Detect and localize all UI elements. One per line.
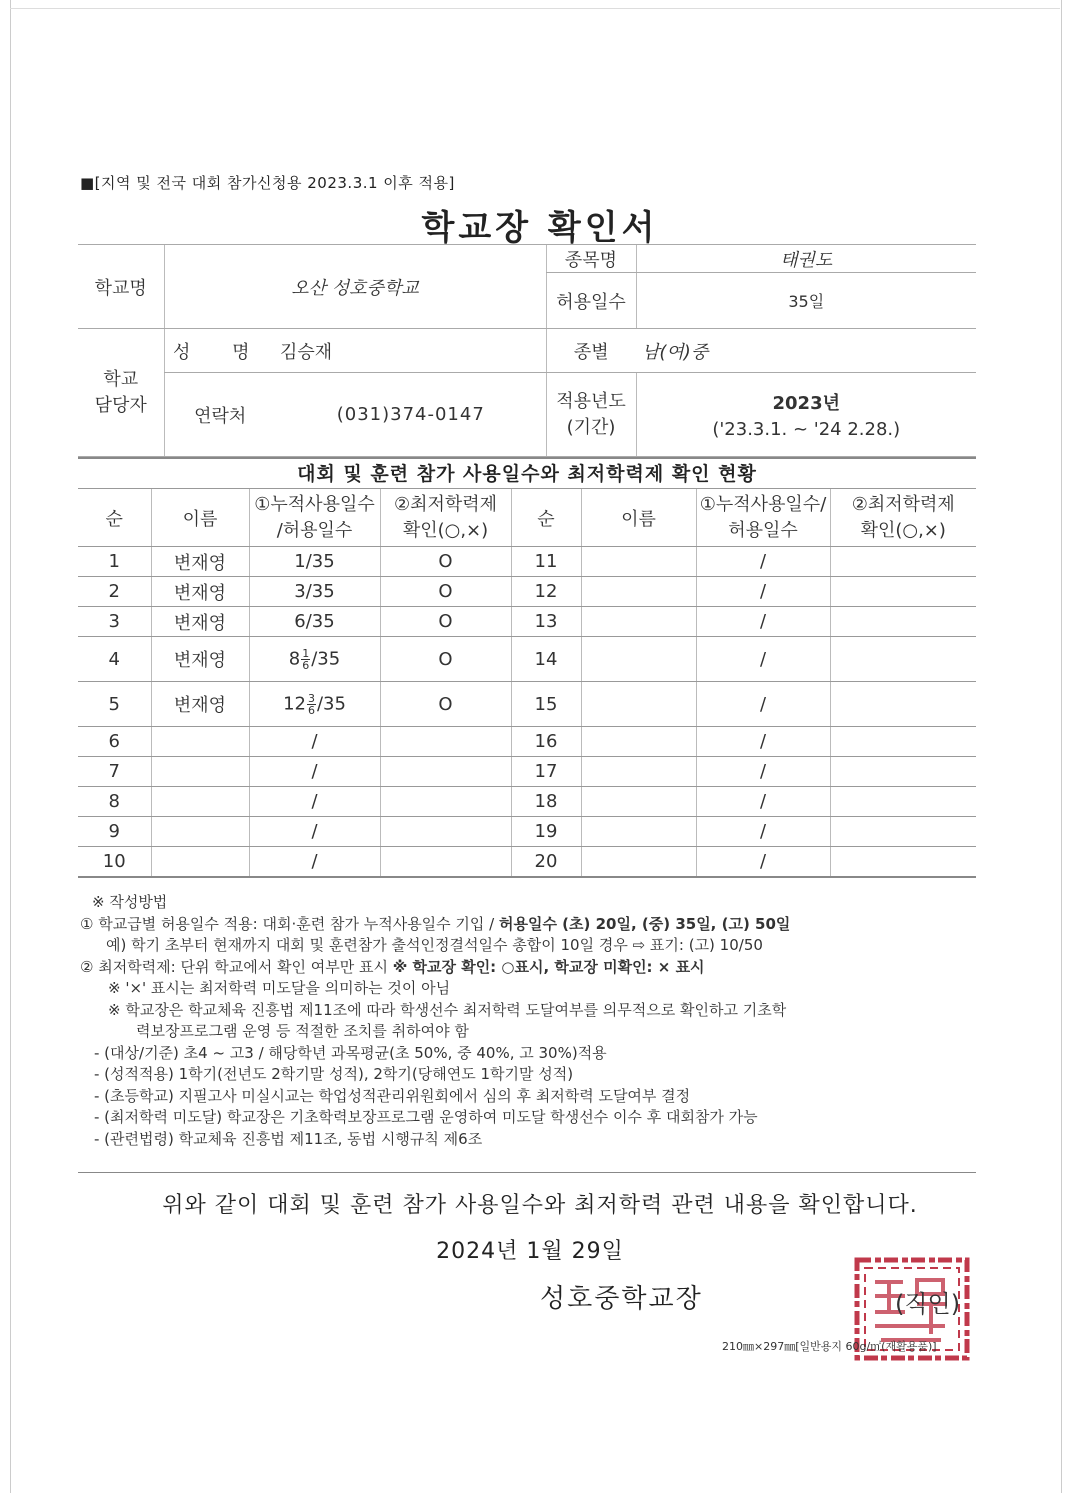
row-no: 7 <box>78 757 151 787</box>
row-name2 <box>581 637 696 682</box>
row-no2: 11 <box>511 547 581 577</box>
header-note: ■[지역 및 전국 대회 참가신청용 2023.3.1 이후 적용] <box>80 174 455 192</box>
fraction-denominator: 6 <box>302 658 310 672</box>
row-no: 3 <box>78 607 151 637</box>
row-name2 <box>581 607 696 637</box>
row-days-fraction <box>249 682 380 727</box>
year-cell <box>636 373 976 457</box>
row-no2: 12 <box>511 577 581 607</box>
row-days2: / <box>696 727 830 757</box>
detail-1: - (대상/기준) 초4 ~ 고3 / 해당학년 과목평균(초 50%, 중 40%, 고 30%)적용 <box>94 1043 607 1062</box>
manager-label: 학교 담당자 <box>78 329 164 457</box>
note-2-text: ② 최저학력제: 단위 학교에서 확인 여부만 표시 <box>80 957 393 976</box>
row-no: 8 <box>78 787 151 817</box>
col-header-check2: ②최저학력제 확인(○,×) <box>830 489 976 547</box>
row-check: O <box>380 637 511 682</box>
row-no2: 19 <box>511 817 581 847</box>
row-days: / <box>249 727 380 757</box>
row-check2 <box>830 757 976 787</box>
fraction-numerator: 3 <box>307 691 315 705</box>
col-header-check: ②최저학력제 확인(○,×) <box>380 489 511 547</box>
instructions <box>80 892 980 1150</box>
year-label: 적용년도 (기간) <box>546 373 636 457</box>
row-name2 <box>581 757 696 787</box>
row-days: 1/35 <box>249 547 380 577</box>
table-row <box>78 847 976 877</box>
row-check: O <box>380 547 511 577</box>
col-header-no2: 순 <box>511 489 581 547</box>
document-title: 학교장 확인서 <box>421 208 659 248</box>
row-check: O <box>380 682 511 727</box>
row-name2 <box>581 817 696 847</box>
col-header-no: 순 <box>78 489 151 547</box>
col-header-name: 이름 <box>151 489 249 547</box>
row-days2: / <box>696 847 830 877</box>
row-check2 <box>830 727 976 757</box>
fraction <box>301 648 310 671</box>
row-name <box>151 847 249 877</box>
table-row <box>78 607 976 637</box>
period-value: ('23.3.1. ~ '24 2.28.) <box>712 419 901 440</box>
issue-date: 2024년 1월 29일 <box>436 1239 624 1264</box>
contact-label: 연락처 <box>164 373 276 457</box>
name-label: 성 명 <box>164 329 276 373</box>
name-value: 김승재 <box>276 329 546 373</box>
row-no2: 15 <box>511 682 581 727</box>
row-no2: 13 <box>511 607 581 637</box>
allowed-days-value: 35일 <box>636 273 976 329</box>
col-header-days: ①누적사용일수 /허용일수 <box>249 489 380 547</box>
row-days2: / <box>696 547 830 577</box>
school-value: 오산 성호중학교 <box>164 245 546 329</box>
row-no2: 18 <box>511 787 581 817</box>
row-no: 4 <box>78 637 151 682</box>
row-days: 3/35 <box>249 577 380 607</box>
sport-value: 태권도 <box>636 245 976 273</box>
row-name2 <box>581 727 696 757</box>
row-no: 10 <box>78 847 151 877</box>
row-name2 <box>581 787 696 817</box>
fraction-numerator: 1 <box>302 646 310 660</box>
col-header-days2: ①누적사용일수/ 허용일수 <box>696 489 830 547</box>
note-2-d: ※ 학교장은 학교체육 진흥법 제11조에 따라 학생선수 최저학력 도달여부를 의무적으로 확인하고 기초학 <box>108 1000 787 1019</box>
note-1-text: ① 학교급별 허용일수 적용: 대회·훈련 참가 누적사용일수 기입 / <box>80 914 499 933</box>
row-check <box>380 847 511 877</box>
row-days2: / <box>696 637 830 682</box>
row-no: 9 <box>78 817 151 847</box>
row-days2: / <box>696 757 830 787</box>
fraction-whole: 8 <box>288 648 301 669</box>
footer-note: 210㎜×297㎜[일반용지 60g/㎡(재활용품)] <box>722 1340 937 1353</box>
row-days-fraction <box>249 637 380 682</box>
row-check2 <box>830 682 976 727</box>
row-name2 <box>581 547 696 577</box>
row-no: 1 <box>78 547 151 577</box>
note-2 <box>80 957 980 979</box>
row-name: 변재영 <box>151 682 249 727</box>
allowed-days-label: 허용일수 <box>546 273 636 329</box>
row-check2 <box>830 577 976 607</box>
row-name <box>151 787 249 817</box>
type-value: 남(여)중 <box>636 329 976 373</box>
school-label: 학교명 <box>78 245 164 329</box>
contact-value: (031)374-0147 <box>276 373 546 457</box>
note-1-bold: 허용일수 (초) 20일, (중) 35일, (고) 50일 <box>499 914 791 933</box>
row-days2: / <box>696 787 830 817</box>
row-name <box>151 757 249 787</box>
table-header-row <box>78 489 976 547</box>
row-days2: / <box>696 577 830 607</box>
col-header-name2: 이름 <box>581 489 696 547</box>
note-1 <box>80 914 980 936</box>
row-name2 <box>581 682 696 727</box>
fraction <box>307 693 316 716</box>
table-row <box>78 787 976 817</box>
row-days2: / <box>696 682 830 727</box>
row-no2: 16 <box>511 727 581 757</box>
type-label: 종별 <box>546 329 636 373</box>
row-no: 2 <box>78 577 151 607</box>
row-check: O <box>380 577 511 607</box>
fraction-denominator: 6 <box>307 703 315 717</box>
note-2-c: ※ '×' 표시는 최저학력 미도달을 의미하는 것이 아님 <box>108 979 451 997</box>
table-row <box>78 577 976 607</box>
seal-mark: (직인) <box>895 1290 961 1318</box>
row-check <box>380 757 511 787</box>
row-check2 <box>830 847 976 877</box>
note-2-e: 력보장프로그램 운영 등 적절한 조치를 취하여야 함 <box>136 1022 469 1040</box>
detail-2: - (성적적용) 1학기(전년도 2학기말 성적), 2학기(당해연도 1학기말 성적) <box>94 1065 574 1083</box>
row-name: 변재영 <box>151 577 249 607</box>
confirm-text: 위와 같이 대회 및 훈련 참가 사용일수와 최저학력 관련 내용을 확인합니다. <box>162 1193 918 1218</box>
row-no2: 14 <box>511 637 581 682</box>
table-row <box>78 547 976 577</box>
notes-title: ※ 작성방법 <box>92 893 168 911</box>
row-days2: / <box>696 817 830 847</box>
row-days: / <box>249 817 380 847</box>
row-days: 6/35 <box>249 607 380 637</box>
row-name <box>151 817 249 847</box>
row-name <box>151 727 249 757</box>
row-no2: 20 <box>511 847 581 877</box>
detail-5: - (관련법령) 학교체육 진흥법 제11조, 동법 시행규칙 제6조 <box>94 1129 483 1148</box>
row-check2 <box>830 817 976 847</box>
row-name: 변재영 <box>151 637 249 682</box>
status-table <box>78 488 976 878</box>
row-no2: 17 <box>511 757 581 787</box>
row-name: 변재영 <box>151 547 249 577</box>
row-no: 6 <box>78 727 151 757</box>
row-check2 <box>830 607 976 637</box>
top-edge-line <box>10 8 1060 9</box>
row-check <box>380 787 511 817</box>
note-1-example: 예) 학기 초부터 현재까지 대회 및 훈련참가 출석인정결석일수 총합이 10일 경우 ⇨ 표기: (고) 10/50 <box>106 936 763 954</box>
row-no: 5 <box>78 682 151 727</box>
divider <box>78 1172 976 1173</box>
table-row <box>78 682 976 727</box>
row-days: / <box>249 787 380 817</box>
fraction-rest: /35 <box>311 648 341 669</box>
row-check: O <box>380 607 511 637</box>
row-days: / <box>249 757 380 787</box>
row-name: 변재영 <box>151 607 249 637</box>
fraction-whole: 12 <box>283 693 306 714</box>
table-row <box>78 757 976 787</box>
fraction-rest: /35 <box>316 693 346 714</box>
row-check <box>380 727 511 757</box>
row-name2 <box>581 847 696 877</box>
row-check <box>380 817 511 847</box>
table-row <box>78 727 976 757</box>
row-name2 <box>581 577 696 607</box>
table-row <box>78 637 976 682</box>
detail-3: - (초등학교) 지필고사 미실시교는 학업성적관리위원회에서 심의 후 최저학력 도달여부 결정 <box>94 1086 691 1105</box>
sport-label: 종목명 <box>546 245 636 273</box>
year-value: 2023년 <box>772 393 840 414</box>
detail-4: - (최저학력 미도달) 학교장은 기초학력보장프로그램 운영하여 미도달 학생선수 이수 후 대회참가 가능 <box>94 1108 758 1126</box>
row-check2 <box>830 787 976 817</box>
row-check2 <box>830 637 976 682</box>
row-check2 <box>830 547 976 577</box>
principal-title: 성호중학교장 <box>540 1284 703 1314</box>
info-table <box>78 244 976 457</box>
row-days2: / <box>696 607 830 637</box>
row-days: / <box>249 847 380 877</box>
status-title: 대회 및 훈련 참가 사용일수와 최저학력제 확인 현황 <box>78 457 976 489</box>
note-2-bold: ※ 학교장 확인: ○표시, 학교장 미확인: × 표시 <box>392 957 705 976</box>
table-row <box>78 817 976 847</box>
